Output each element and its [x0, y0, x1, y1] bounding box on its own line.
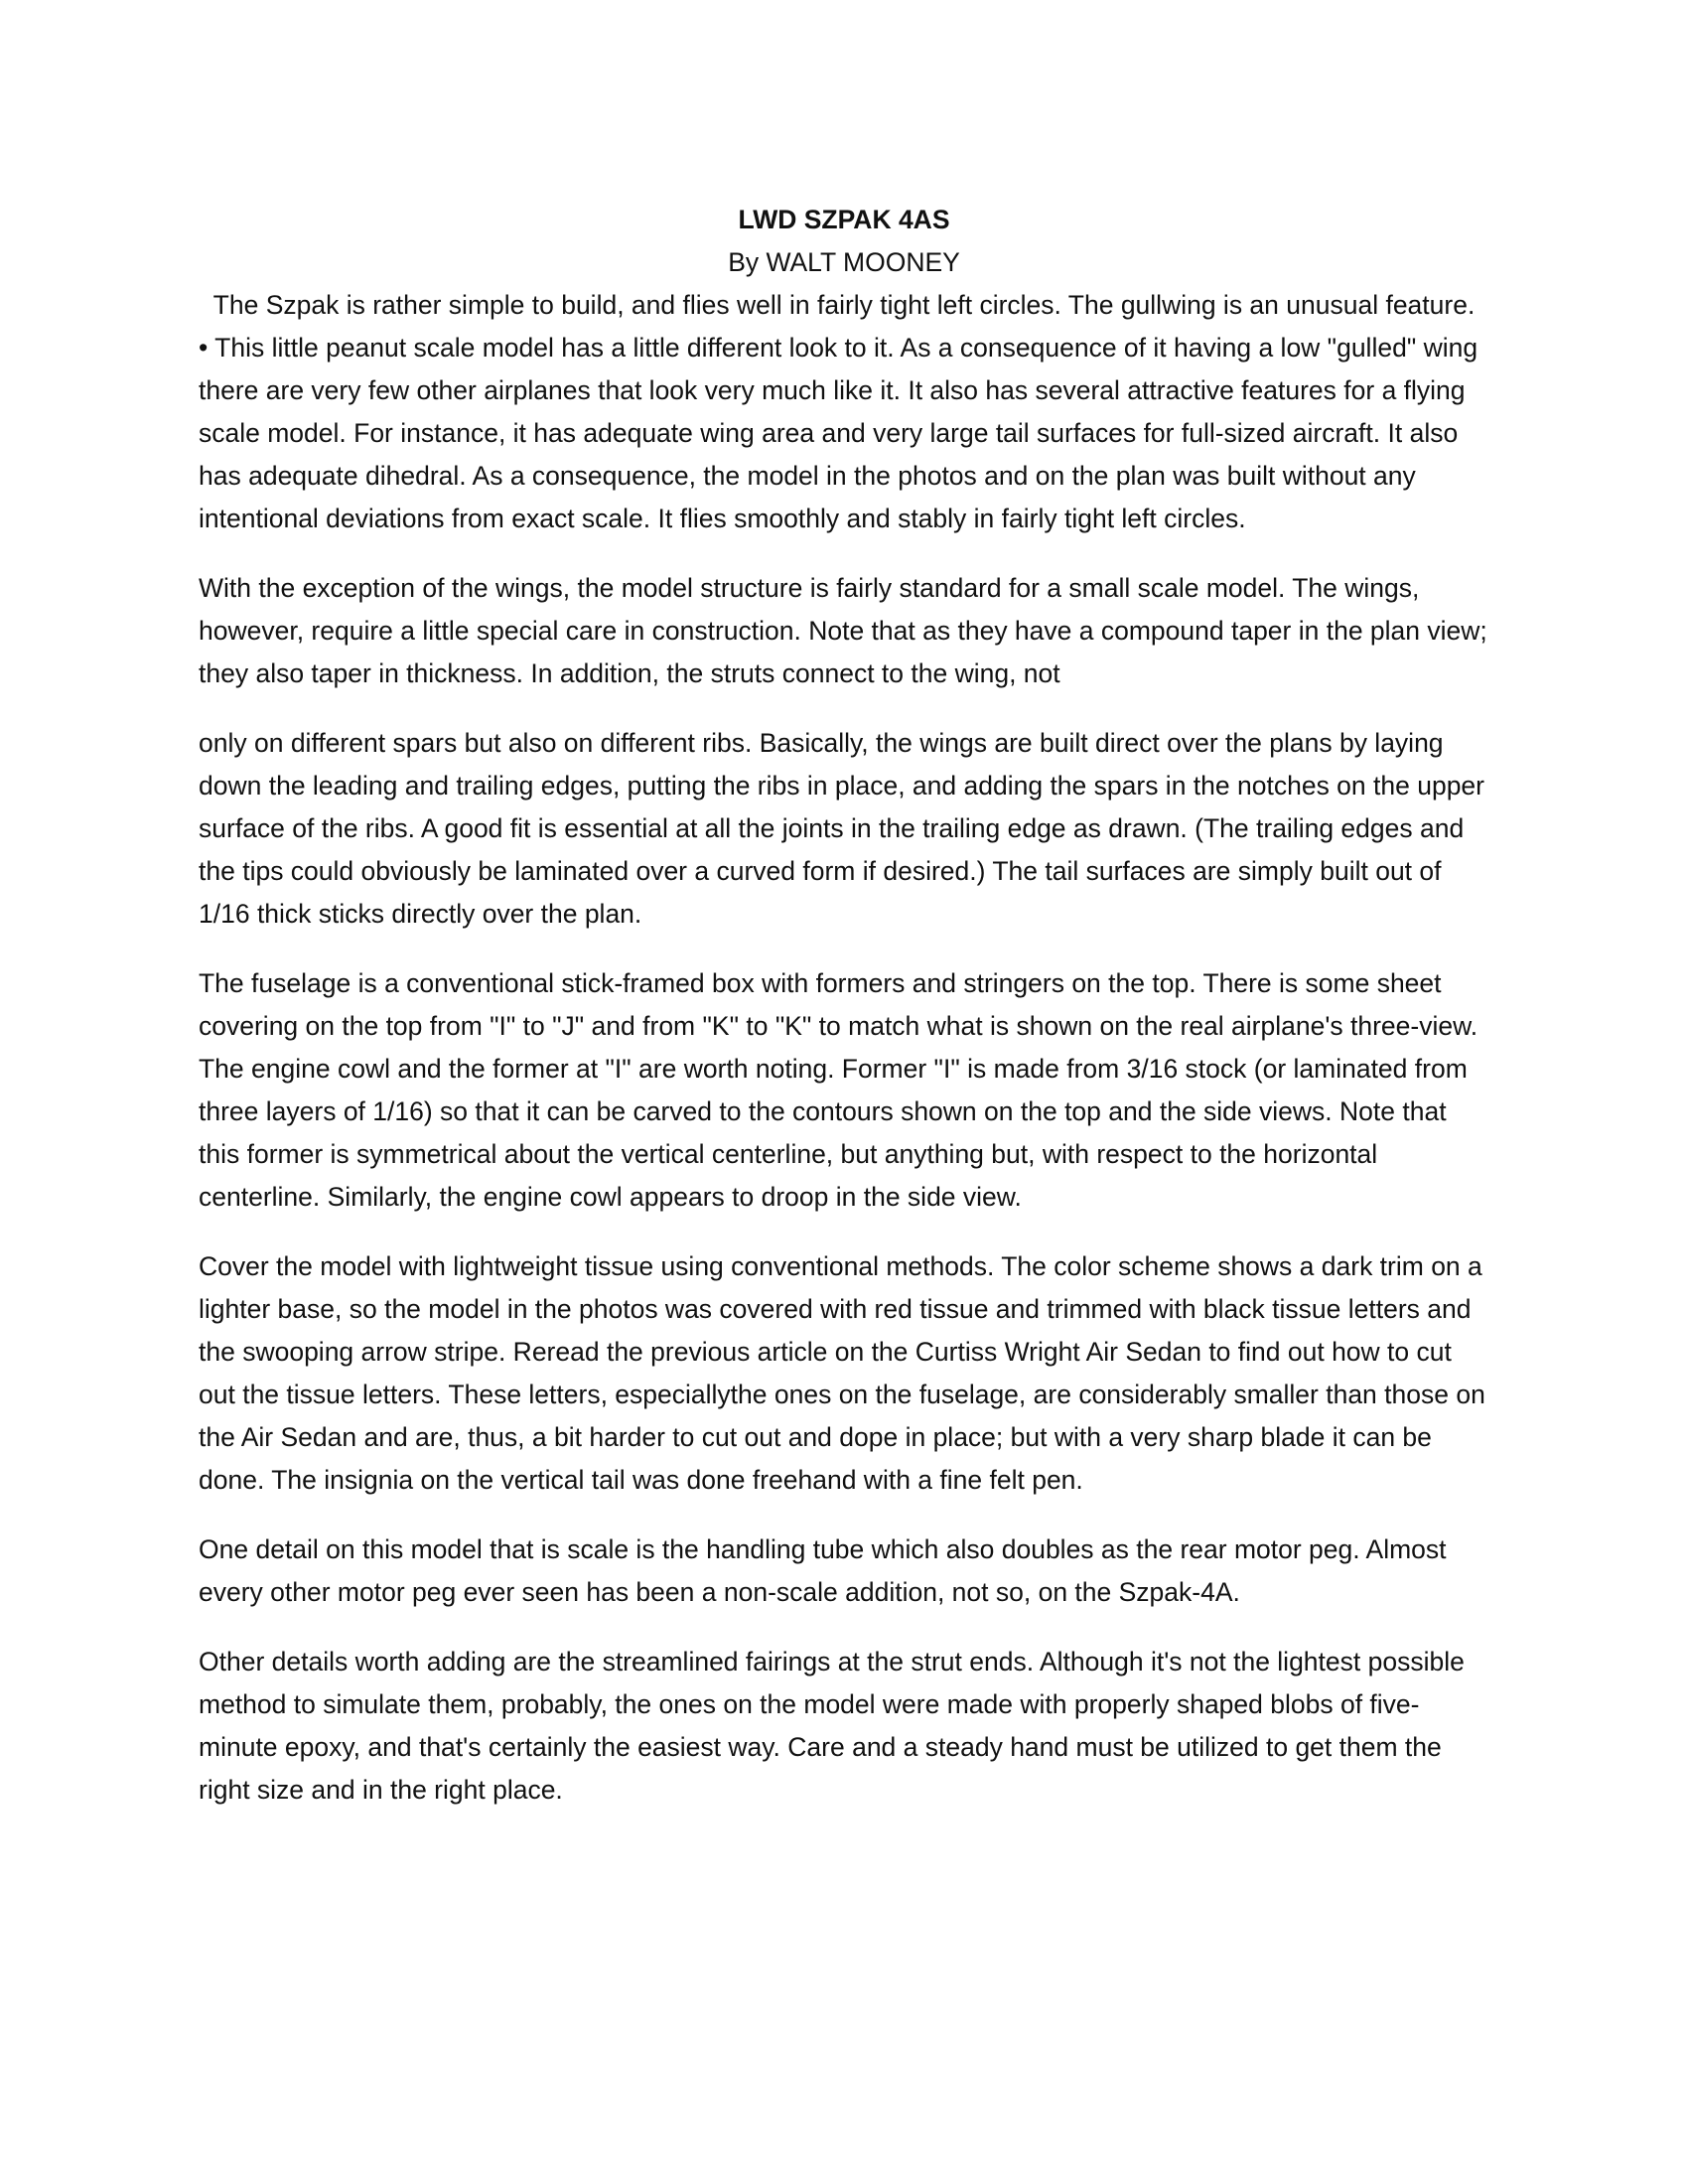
paragraph-wings: With the exception of the wings, the model structure is fairly standard for a small scale model. The wings, however, require a little special care in construction. Note that as they have a compound taper in the plan view; they also taper in thickness. In addition, the struts connect to the wing, not: [199, 573, 1487, 688]
article-body: [199, 199, 1489, 1838]
paragraph-intro: • This little peanut scale model has a little different look to it. As a consequence of it having a low "gulled" wing there are very few other airplanes that look very much like it. It also has several attractive features for a flying scale model. For instance, it has adequate wing area and very large tail surfaces for full-sized aircraft. It also has adequate dihedral. As a consequence, the model in the photos and on the plan was built without any intentional deviations from exact scale. It flies smoothly and stably in fairly tight left circles.: [199, 333, 1478, 533]
paragraph-motor-peg: One detail on this model that is scale is the handling tube which also doubles as the rear motor peg. Almost every other motor peg ever seen has been a non-scale addition, not so, on the Szpak-4A.: [199, 1534, 1447, 1607]
paragraph-fairings: Other details worth adding are the streamlined fairings at the strut ends. Although it's not the lightest possible method to simulate them, probably, the ones on the model were made with properly shaped blobs of five-minute epoxy, and that's certainly the easiest way. Care and a steady hand must be utilized to get them the right size and in the right place.: [199, 1647, 1465, 1805]
article-title: LWD SZPAK 4AS: [738, 205, 950, 234]
paragraph-wing-construction: only on different spars but also on different ribs. Basically, the wings are built direct over the plans by laying down the leading and trailing edges, putting the ribs in place, and adding the spars in the notches on the upper surface of the ribs. A good fit is essential at all the joints in the trailing edge as drawn. (The trailing edges and the tips could obviously be laminated over a curved form if desired.) The tail surfaces are simply built out of 1/16 thick sticks directly over the plan.: [199, 728, 1484, 929]
paragraph-fuselage: The fuselage is a conventional stick-framed box with formers and stringers on the top. There is some sheet covering on the top from "I" to "J" and from "K" to "K" to match what is shown on the real airplane's three-view. The engine cowl and the former at "I" are worth noting. Former "I" is made from 3/16 stock (or laminated from three layers of 1/16) so that it can be carved to the contours shown on the top and the side views. Note that this former is symmetrical about the vertical centerline, but anything but, with respect to the horizontal centerline. Similarly, the engine cowl appears to droop in the side view.: [199, 968, 1478, 1212]
article-subtitle: The Szpak is rather simple to build, and flies well in fairly tight left circles. The gullwing is an unusual feature.: [212, 290, 1476, 320]
article-byline: By WALT MOONEY: [728, 247, 960, 277]
paragraph-covering: Cover the model with lightweight tissue using conventional methods. The color scheme shows a dark trim on a lighter base, so the model in the photos was covered with red tissue and trimmed with black tissue letters and the swooping arrow stripe. Reread the previous article on the Curtiss Wright Air Sedan to find out how to cut out the tissue letters. These letters, especiallythe ones on the fuselage, are considerably smaller than those on the Air Sedan and are, thus, a bit harder to cut out and dope in place; but with a very sharp blade it can be done. The insignia on the vertical tail was done freehand with a fine felt pen.: [199, 1251, 1485, 1495]
